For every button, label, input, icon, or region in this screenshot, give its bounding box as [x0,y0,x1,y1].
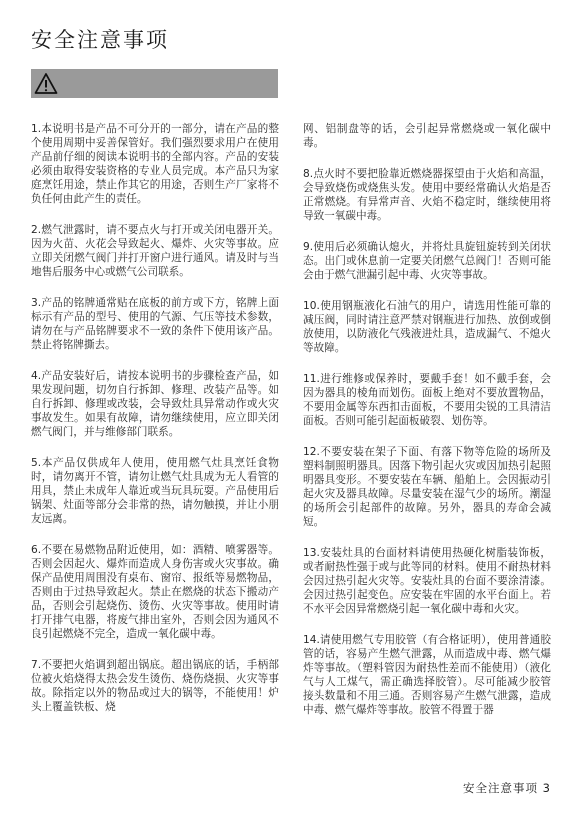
page-title: 安全注意事项 [31,28,169,52]
safety-item-7: 7.不要把火焰调到超出锅底。超出锅底的话，手柄部位被火焰烧得太热会发生烫伤、烧伤烧损、火灾等事故。除指定以外的物品或过大的锅等，不能使用！炉头上覆盖铁板、烧 [31,659,279,713]
footer-label: 安全注意事项 [463,781,539,795]
safety-item-8: 8.点火时不要把脸靠近燃烧器探望由于火焰和高温，会导致烧伤或烧焦头发。使用中要经常确认火焰是否正常燃烧。有异常声音、火焰不稳定时，继续使用将导致一氧碳中毒。 [303,168,551,222]
safety-item-6: 6.不要在易燃物品附近使用，如：酒精、喷雾器等。否则会因起火、爆炸而造成人身伤害或火灾事故。确保产品使用周围没有桌布、窗帘、报纸等易燃物品，否则由于过热导致起火。禁止在燃烧的状态下搬动产品，否则会引起烧伤、烫伤、火灾等事故。使用时请打开排气电器，将废气排出室外，否则会因为通风不良引起燃烧不完全，造成一氧化碳中毒。 [31,544,279,640]
safety-item-13: 13.安装灶具的台面材料请使用热硬化树脂装饰板，或者耐热性强于或与此等同的材料。使用不耐热材料会因过热引起火灾等。安装灶具的台面不要涂清漆。会因过热引起变色。应安装在牢固的水平台面上。若不水平会因异常燃烧引起一氧化碳中毒和火灾。 [303,547,551,615]
safety-item-1: 1.本说明书是产品不可分开的一部分，请在产品的整个使用周期中妥善保管好。我们强烈要求用户在使用产品前仔细的阅读本说明书的全部内容。产品的安装必须由取得安装资格的专业人员完成。本产品只为家庭烹饪用途，禁止作其它的用途，否则生产厂家将不负任何由此产生的责任。 [31,123,279,205]
page-number: 3 [542,781,551,795]
warning-banner [31,69,278,98]
right-column [303,122,551,734]
warning-triangle-icon [34,72,58,95]
safety-item-14: 14.请使用燃气专用胶管（有合格证明），使用普通胶管的话，容易产生燃气泄露，从而造成中毒、燃气爆炸等事故。（塑料管因为耐热性差而不能使用）（液化气与人工煤气，需正确选择胶管）。尽可能减少胶管接头数量和不用三通。否则容易产生燃气泄露，造成中毒、燃气爆炸等事故。胶管不得置于器 [303,634,551,716]
safety-item-7-continued: 网、铝制盘等的话，会引起异常燃烧或一氧化碳中毒。 [303,123,551,149]
safety-item-9: 9.使用后必须确认熄火，并将灶具旋钮旋转到关闭状态。出门或休息前一定要关闭燃气总阀门！否则可能会由于燃气泄漏引起中毒、火灾等事故。 [303,241,551,281]
safety-item-12: 12.不要安装在架子下面、有落下物等危险的场所及塑料制照明器具。因落下物引起火灾或因加热引起照明器具变形。不要安装在车辆、船舶上。会因振动引起火灾及器具故障。尽量安装在湿气少的场所。潮湿的场所会引起部件的故障。另外，器具的寿命会减短。 [303,446,551,528]
left-column [31,122,279,731]
safety-item-11: 11.进行维修或保养时，要戴手套！如不戴手套，会因为器具的棱角而划伤。面板上绝对不要放置物品，不要用金属等东西扣击面板，不要用尖锐的工具清洁面板。否则可能引起面板破裂、划伤等。 [303,373,551,427]
safety-item-3: 3.产品的铭牌通常贴在底板的前方或下方，铭牌上面标示有产品的型号、使用的气源、气压等技术参数，请勿在与产品铭牌要求不一致的条件下使用该产品。禁止将铭牌撕去。 [31,297,279,351]
safety-item-2: 2.燃气泄露时，请不要点火与打开或关闭电器开关。因为火苗、火花会导致起火、爆炸、火灾等事故。应立即关闭燃气阀门并打开窗户进行通风。请及时与当地售后服务中心或燃气公司联系。 [31,224,279,278]
safety-item-5: 5.本产品仅供成年人使用，使用燃气灶具烹饪食物时，请勿离开不管，请勿让燃气灶具成为无人看管的用具，禁止未成年人靠近或当玩具玩耍。产品使用后锅架、灶面等部分会非常的热，请勿触摸，并让小朋友远离。 [31,457,279,525]
safety-item-4: 4.产品安装好后，请按本说明书的步骤检查产品，如果发现问题，切勿自行拆卸、修理、改装产品等。如自行拆卸、修理或改装，会导致灶具异常动作或火灾事故发生。如果有故障，请勿继续使用，应立即关闭燃气阀门，并与维修部门联系。 [31,370,279,438]
safety-item-10: 10.使用钢瓶液化石油气的用户，请选用性能可靠的减压阀，同时请注意严禁对钢瓶进行加热、放倒或倒放使用，以防液化气残液进灶具，造成漏气、不熄火等故障。 [303,300,551,354]
page-footer [463,780,551,796]
